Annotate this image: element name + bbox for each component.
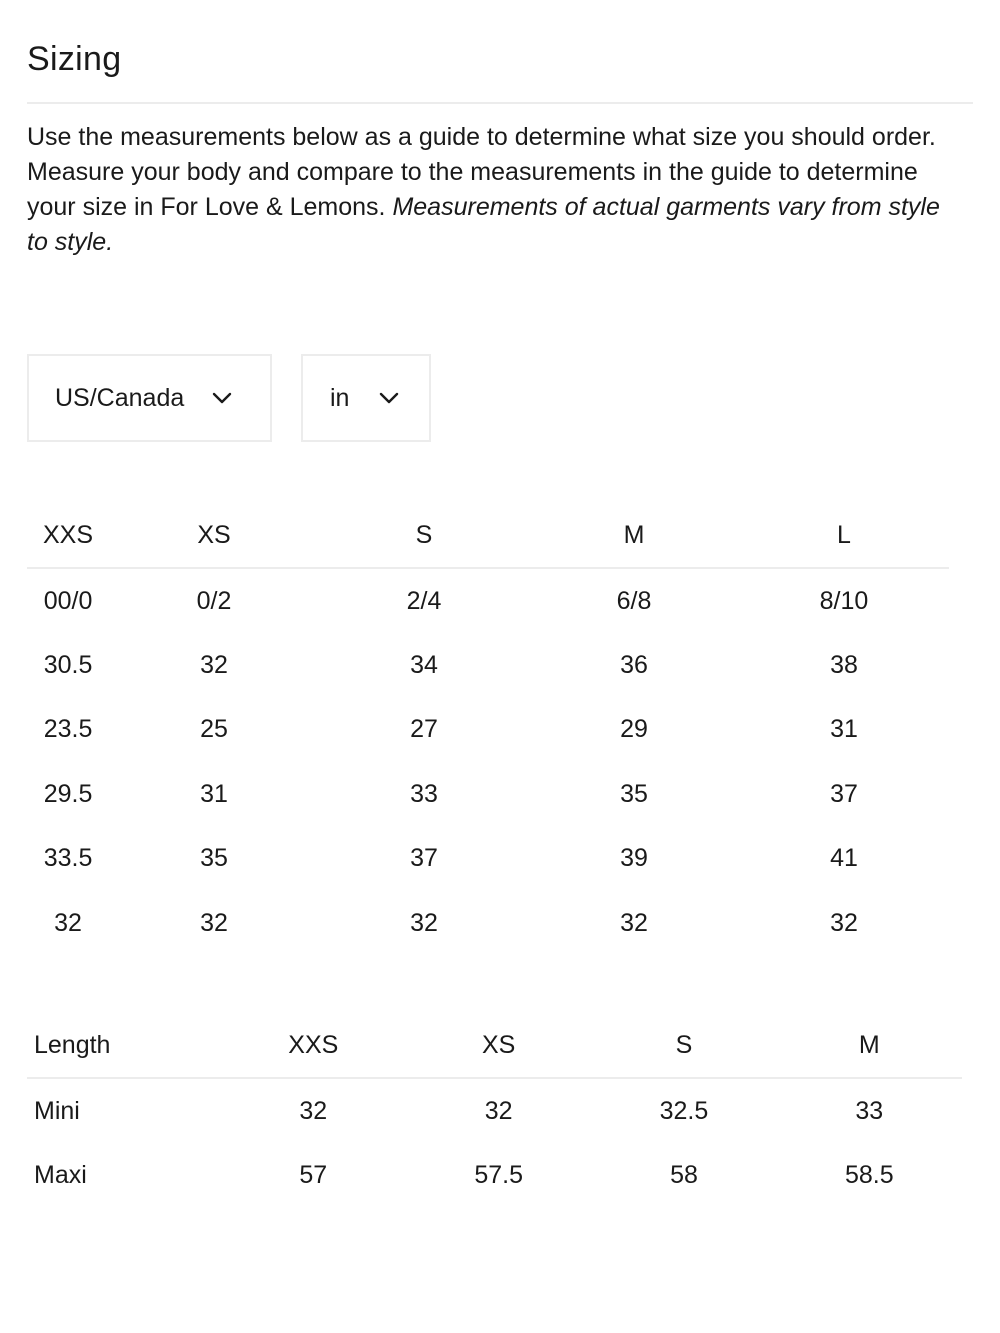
table-cell: 32: [54, 908, 82, 937]
table-cell: 2/4: [406, 586, 442, 615]
table-cell: 33.5: [43, 844, 93, 873]
table-cell: 32.5: [659, 1096, 709, 1125]
size-header-m: M: [529, 503, 739, 568]
table-cell: Mini: [34, 1096, 80, 1125]
table-row: [27, 827, 949, 891]
table-row: [27, 1078, 962, 1144]
table-cell: 27: [410, 715, 438, 744]
table-cell: 58: [670, 1161, 698, 1190]
table-cell: 32: [830, 908, 858, 937]
table-cell: 33: [410, 779, 438, 808]
table-cell: 31: [200, 779, 228, 808]
length-header-m: M: [777, 1013, 962, 1078]
table-cell: 29: [620, 715, 648, 744]
table-cell: Maxi: [34, 1161, 87, 1190]
table-cell: 32: [299, 1096, 328, 1125]
length-chart-header-row: [27, 1013, 962, 1078]
table-cell: 32: [200, 651, 228, 680]
size-chart-header-row: [27, 503, 949, 568]
region-select[interactable]: [27, 354, 272, 442]
table-cell: 34: [410, 651, 438, 680]
length-header-xxs: XXS: [221, 1013, 406, 1078]
table-cell: 25: [200, 715, 228, 744]
intro-text: Use the measurements below as a guide to determine what size you should order. Measure your body and compare to the measurements in the guide to determine your size in For Love & Lemons.: [27, 123, 936, 221]
table-cell: 8/10: [819, 586, 869, 615]
table-cell: 39: [620, 844, 648, 873]
length-header-xs: XS: [406, 1013, 591, 1078]
table-row: [27, 891, 949, 955]
table-cell: 6/8: [616, 586, 652, 615]
table-cell: 0/2: [196, 586, 232, 615]
region-select-value: US/Canada: [55, 383, 185, 412]
table-row: [27, 1144, 962, 1209]
table-cell: 41: [830, 844, 858, 873]
table-row: [27, 633, 949, 697]
unit-select[interactable]: [301, 354, 431, 442]
table-cell: 32: [484, 1096, 513, 1125]
table-cell: 57: [299, 1161, 328, 1190]
table-row: [27, 762, 949, 826]
table-cell: 35: [200, 844, 228, 873]
intro-paragraph: [27, 120, 967, 260]
table-cell: 00/0: [43, 586, 93, 615]
length-header-s: S: [591, 1013, 776, 1078]
intro-italic-note: Measurements of actual garments vary from style to style.: [27, 193, 940, 256]
table-cell: 37: [830, 779, 858, 808]
size-chart-table: [27, 503, 949, 955]
table-cell: 36: [620, 651, 648, 680]
chevron-down-icon: [379, 391, 399, 405]
table-cell: 33: [855, 1096, 884, 1125]
table-cell: 30.5: [43, 651, 93, 680]
size-header-s: S: [319, 503, 529, 568]
table-cell: 38: [830, 651, 858, 680]
table-cell: 29.5: [43, 779, 93, 808]
table-cell: 57.5: [474, 1161, 523, 1190]
chevron-down-icon: [212, 391, 232, 405]
table-cell: 32: [200, 908, 228, 937]
size-header-xxs: XXS: [27, 503, 109, 568]
length-chart-table: [27, 1013, 962, 1208]
length-header-label: Length: [27, 1013, 221, 1078]
table-cell: 32: [410, 908, 438, 937]
title-divider: [27, 102, 973, 104]
table-cell: 32: [620, 908, 648, 937]
size-header-xs: XS: [109, 503, 319, 568]
table-row: [27, 568, 949, 633]
table-cell: 35: [620, 779, 648, 808]
table-cell: 23.5: [43, 715, 93, 744]
size-header-l: L: [739, 503, 949, 568]
table-cell: 58.5: [844, 1161, 894, 1190]
unit-select-value: in: [330, 383, 350, 412]
table-row: [27, 698, 949, 762]
page-title: Sizing: [27, 40, 122, 78]
table-cell: 37: [410, 844, 438, 873]
table-cell: 31: [830, 715, 858, 744]
